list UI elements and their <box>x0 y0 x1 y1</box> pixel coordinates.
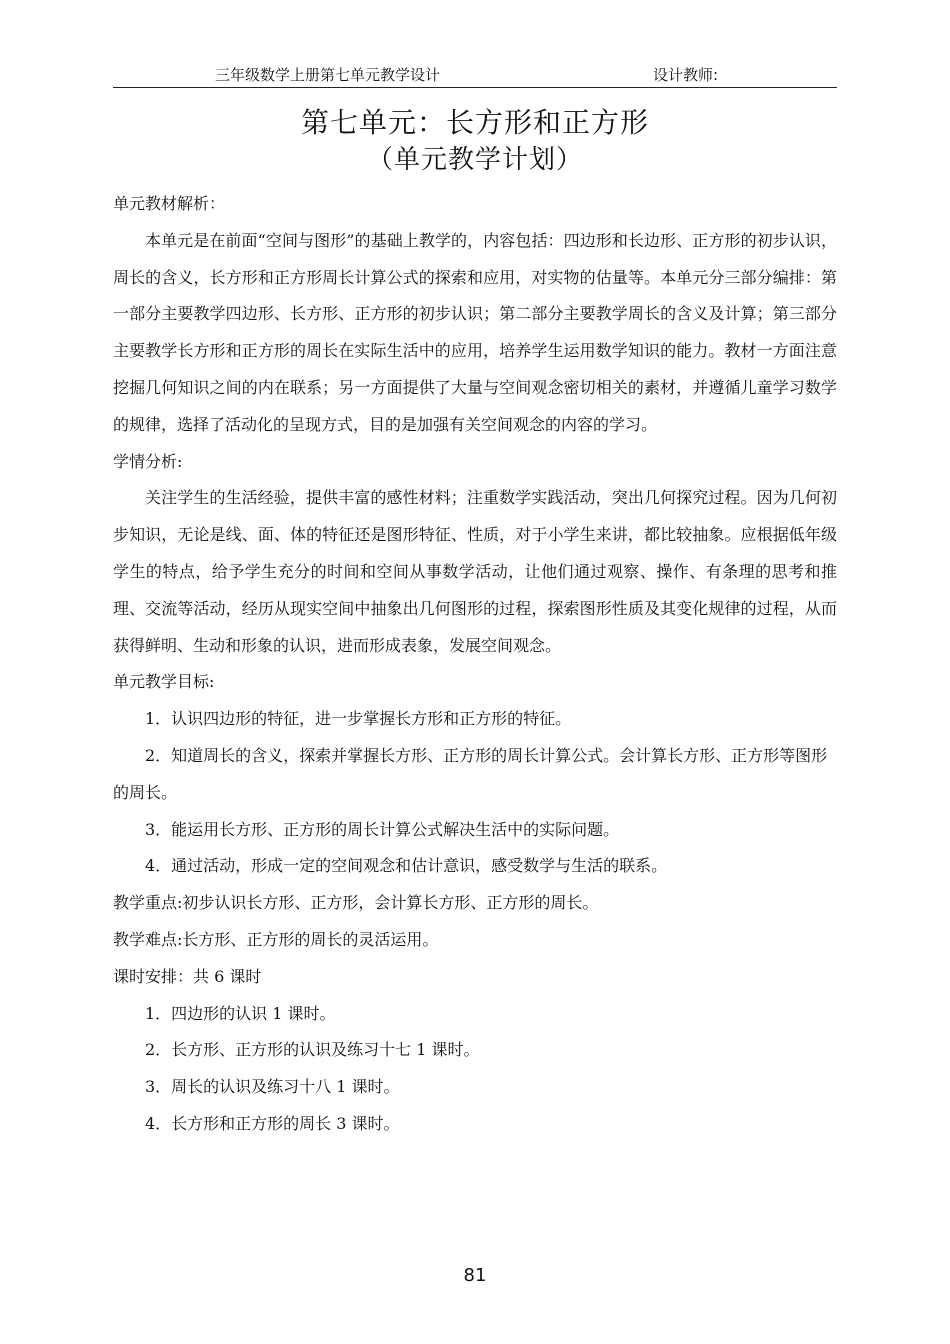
learner-analysis-paragraph: 关注学生的生活经验，提供丰富的感性材料；注重数学实践活动，突出几何探究过程。因为几何初步知识，无论是线、面、体的特征还是图形特征、性质，对于小学生来讲，都比较抽象。应根据低年级学生的特点，给予学生充分的时间和空间从事数学活动，让他们通过观察、操作、有条理的思考和推理、交流等活动，经历从现实空间中抽象出几何图形的过程，探索图形性质及其变化规律的过程，从而获得鲜明、生动和形象的认识，进而形成表象，发展空间观念。 <box>113 488 837 655</box>
analysis-paragraph: 本单元是在前面“空间与图形”的基础上教学的，内容包括：四边形和长边形、正方形的初步认识，周长的含义，长方形和正方形周长计算公式的探索和应用，对实物的估量等。本单元分三部分编排：第一部分主要教学四边形、长方形、正方形的初步认识；第二部分主要教学周长的含义及计算；第三部分主要教学长方形和正方形的周长在实际生活中的应用，培养学生运用数学知识的能力。教材一方面注意挖掘几何知识之间的内在联系；另一方面提供了大量与空间观念密切相关的素材，并遵循儿童学习数学的规律，选择了活动化的呈现方式，目的是加强有关空间观念的内容的学习。 <box>113 230 837 434</box>
analysis-label: 单元教材解析： <box>113 194 226 213</box>
goals-label: 单元教学目标: <box>113 672 215 692</box>
document-body <box>113 186 837 1143</box>
header-title: 三年级数学上册第七单元教学设计 <box>215 66 441 84</box>
header-designer-label: 设计教师: <box>653 66 719 84</box>
goal-item: 3．能运用长方形、正方形的周长计算公式解决生活中的实际问题。 <box>145 819 620 839</box>
page-number: 81 <box>463 1265 487 1286</box>
goal-item: 1．认识四边形的特征，进一步掌握长方形和正方形的特征。 <box>145 709 572 729</box>
schedule-item: 3．周长的认识及练习十八 1 课时。 <box>145 1077 400 1097</box>
key-point: 教学重点:初步认识长方形、正方形，会计算长方形、正方形的周长。 <box>113 893 599 913</box>
schedule-label: 课时安排：共 6 课时 <box>113 966 262 986</box>
unit-title: 第七单元：长方形和正方形 <box>300 106 649 139</box>
goal-item: 2．知道周长的含义，探索并掌握长方形、正方形的周长计算公式。会计算长方形、正方形等图形的周长。 <box>113 745 828 802</box>
schedule-item: 2．长方形、正方形的认识及练习十七 1 课时。 <box>145 1040 480 1060</box>
goal-item: 4．通过活动，形成一定的空间观念和估计意识，感受数学与生活的联系。 <box>145 856 668 876</box>
difficulty-point: 教学难点:长方形、正方形的周长的灵活运用。 <box>113 929 439 949</box>
unit-subtitle: （单元教学计划） <box>366 145 583 175</box>
schedule-item: 1．四边形的认识 1 课时。 <box>145 1003 336 1023</box>
learner-analysis-label: 学情分析: <box>113 451 183 471</box>
page-header <box>113 62 837 88</box>
title-block <box>113 104 837 178</box>
schedule-item: 4．长方形和正方形的周长 3 课时。 <box>145 1113 400 1133</box>
